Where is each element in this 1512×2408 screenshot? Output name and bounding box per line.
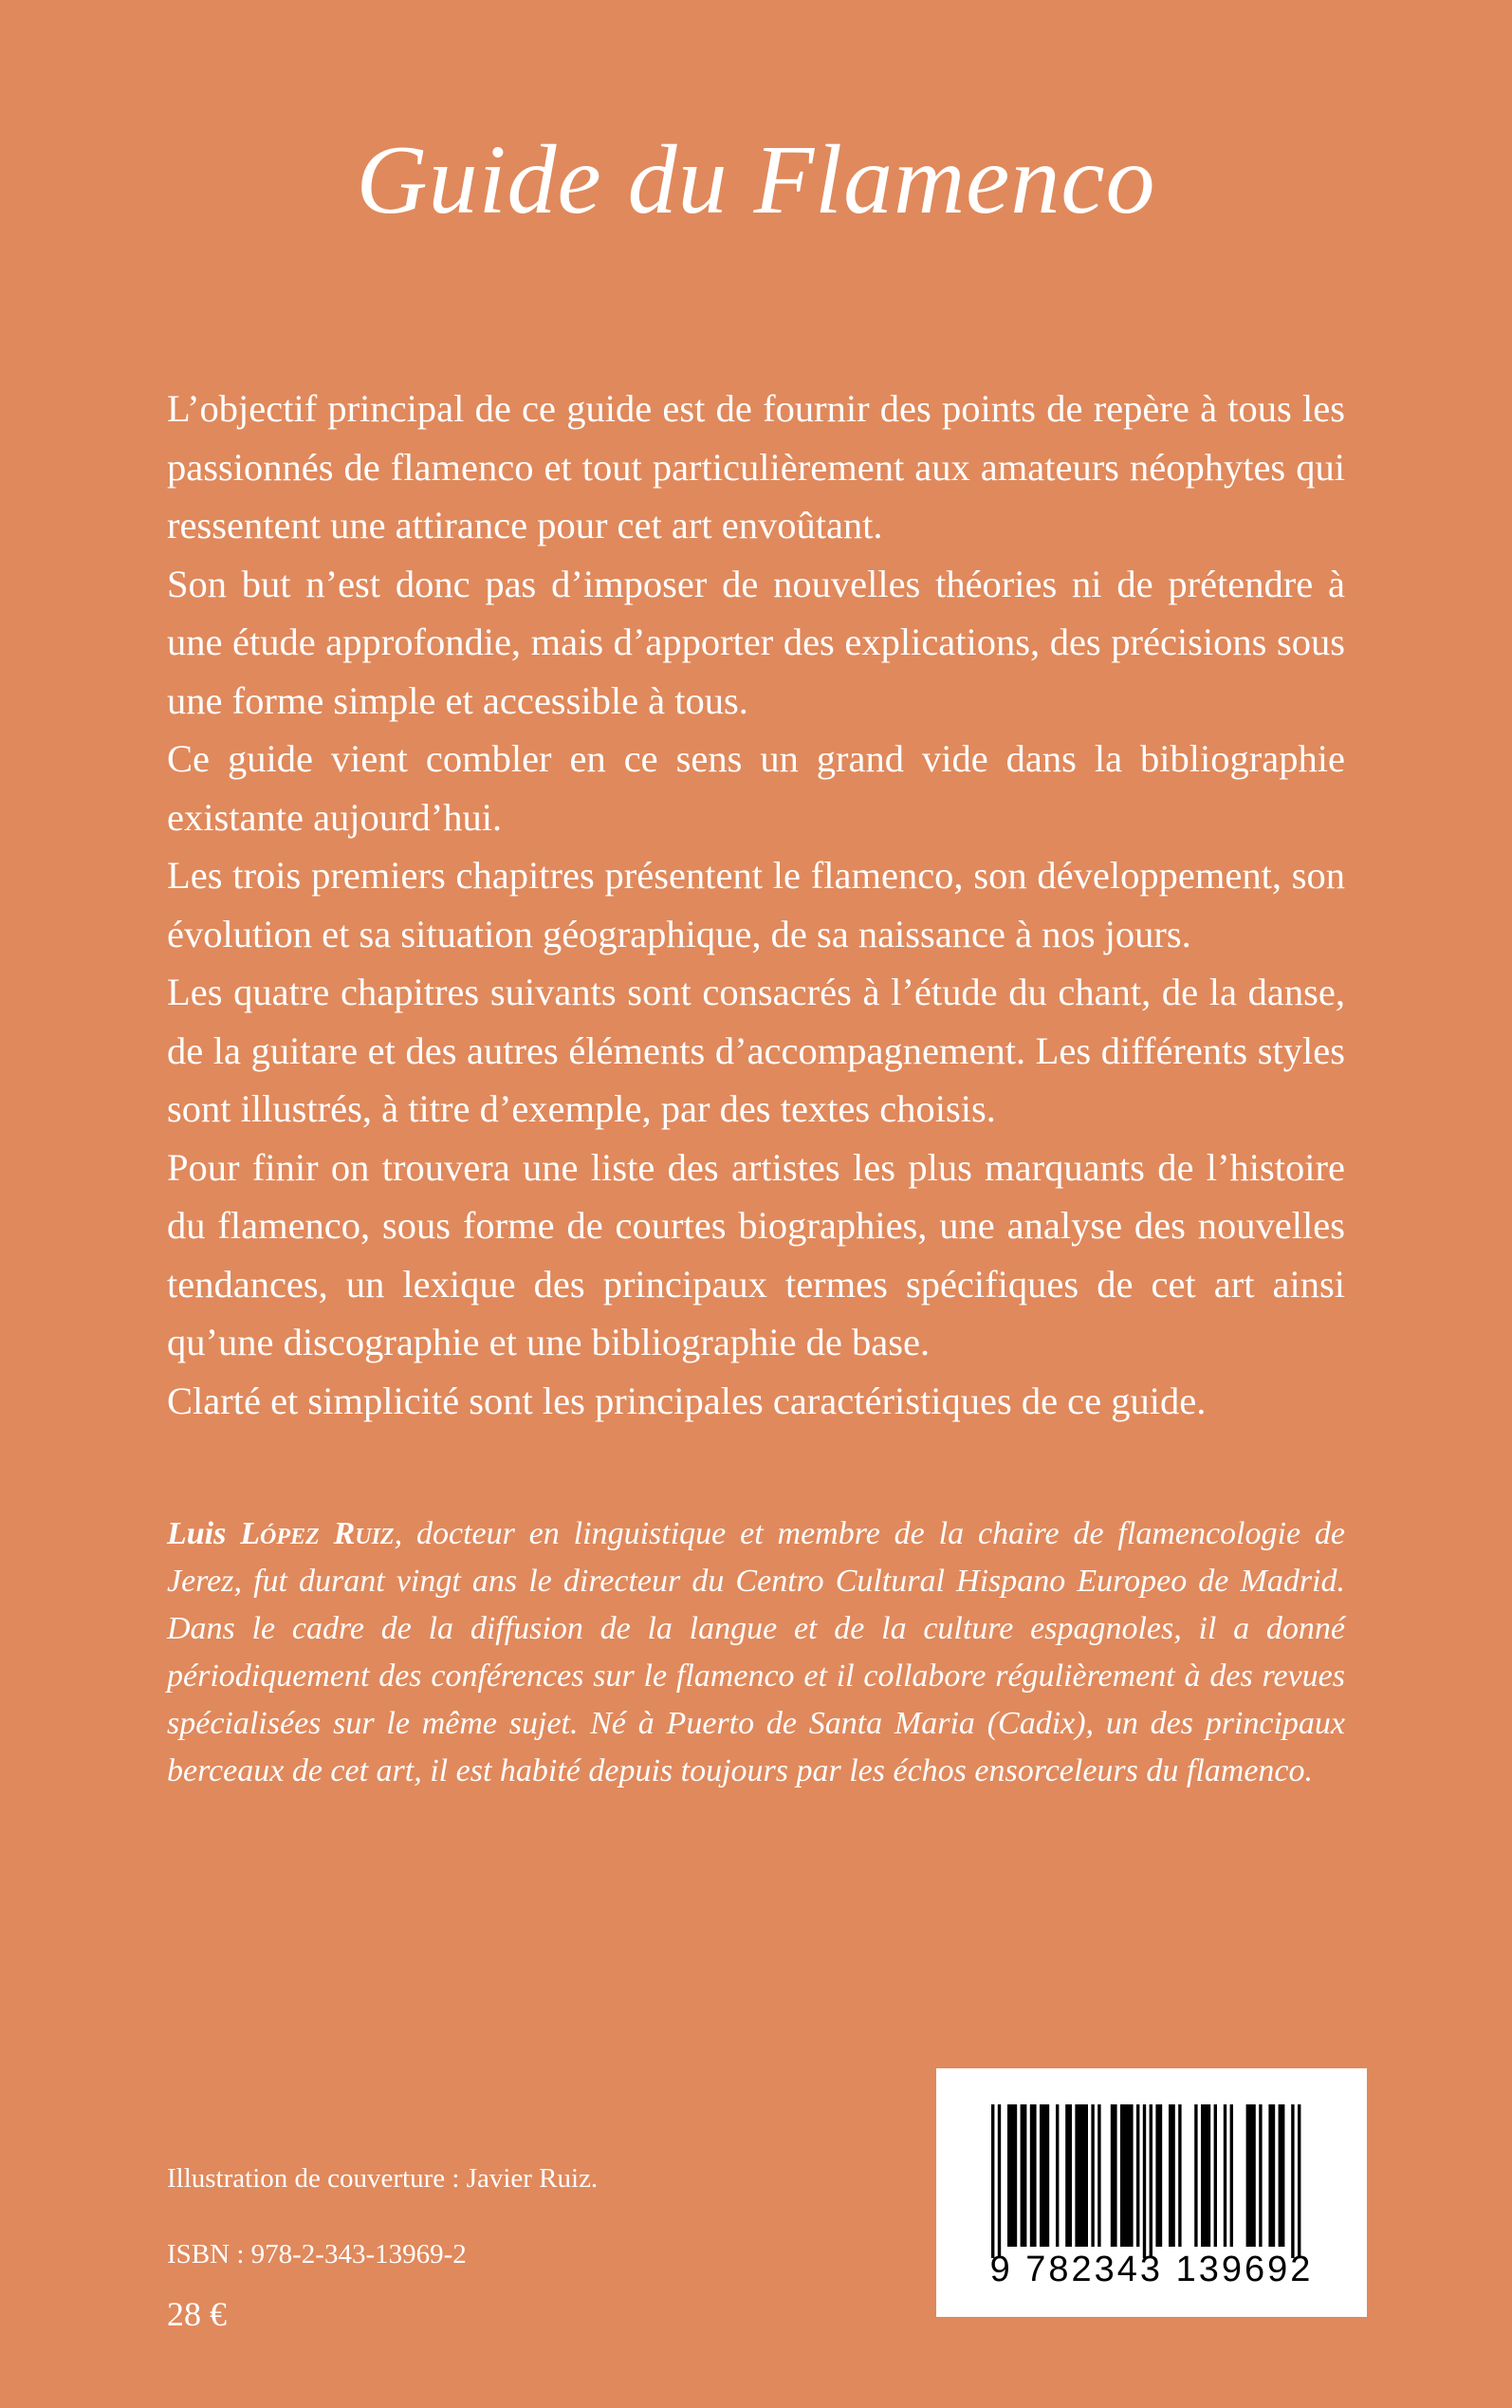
barcode-bar [1268,2104,1275,2247]
illustration-credit: Illustration de couverture : Javier Ruiz. [167,2163,599,2194]
barcode-bar [998,2104,1001,2258]
barcode-bar [1091,2104,1094,2247]
blurb-paragraph: Son but n’est donc pas d’imposer de nouvelles théories ni de prétendre à une étude approfondie, mais d’apporter des explications, des précisions sous une forme simple et accessible à tous. [167,562,1345,722]
barcode-bar [1056,2104,1059,2247]
barcode-bar [1143,2104,1146,2258]
author-first-name: Luis [167,1516,227,1551]
blurb-paragraph: L’objectif principal de ce guide est de fournir des points de repère à tous les passionnés de flamenco et tout particulièrement aux amateurs néophytes qui ressentent une attirance pour cet art envoûtant. [167,387,1345,546]
barcode-bar [1040,2104,1049,2247]
blurb-paragraph: Ce guide vient combler en ce sens un grand vide dans la bibliographie existante aujourd’hui. [167,737,1345,839]
barcode-bar [1279,2104,1285,2247]
blurb-paragraph: Les quatre chapitres suivants sont consacrés à l’étude du chant, de la danse, de la guitare et des autres éléments d’accompagnement. Les différents styles sont illustrés, à titre d’exemple, par des textes choisis. [167,971,1345,1130]
blurb-paragraph: Les trois premiers chapitres présentent le flamenco, son développement, son évolution et sa situation géographique, de sa naissance à nos jours. [167,854,1345,955]
barcode-bar [1291,2104,1294,2258]
barcode-bar [1194,2104,1197,2247]
barcode-bar [991,2104,994,2258]
price: 28 € [167,2295,227,2333]
author-bio [167,1510,1345,1795]
barcode-bar [1075,2104,1088,2247]
barcode-bar [1178,2104,1181,2247]
barcode-bar [1259,2104,1262,2247]
isbn: ISBN : 978-2-343-13969-2 [167,2239,467,2269]
barcode-bar [1230,2104,1233,2247]
barcode-bar [1111,2104,1117,2247]
barcode-bar [1224,2104,1226,2247]
barcode-bar [1155,2104,1162,2247]
barcode-bar [1169,2104,1175,2247]
barcode-bar [1021,2104,1027,2247]
author-last-name-2: Ruiz [333,1516,395,1551]
barcode-bar [1214,2104,1217,2247]
book-title: Guide du Flamenco [356,125,1156,234]
blurb-paragraph: Pour finir on trouvera une liste des artistes les plus marquants de l’histoire du flamenco, sous forme de courtes biographies, une analyse des nouvelles tendances, un lexique des principaux termes spécifiques de cet art ainsi qu’une discographie et une bibliographie de base. [167,1145,1345,1363]
barcode-digits: 9 782343 139692 [989,2250,1314,2289]
barcode-bar [1298,2104,1300,2258]
barcode-bar [1120,2104,1134,2247]
back-cover-blurb [167,380,1345,1430]
author-name [167,1516,395,1551]
barcode-bar [1201,2104,1210,2247]
barcode-bar [1030,2104,1037,2247]
barcode-bar [1007,2104,1017,2247]
barcode-bar [1065,2104,1072,2247]
barcode [936,2068,1367,2317]
author-bio-text: , docteur en linguistique et membre de la chaire de flamencologie de Jerez, fut durant vingt ans le directeur du Centro Cultural Hispano Europeo de Madrid. Dans le cadre de la diffusion de la langue et de la culture espagnoles, il a donné périodiquement des conférences sur le flamenco et il collabore régulièrement à des revues spécialisées sur le même sujet. Né à Puerto de Santa Maria (Cadix), un des principaux berceaux de cet art, il est habité depuis toujours par les échos ensorceleurs du flamenco. [167,1516,1346,1788]
barcode-bar [1150,2104,1152,2258]
author-last-name: López [240,1516,320,1551]
blurb-paragraph: Clarté et simplicité sont les principales caractéristiques de ce guide. [167,1379,1207,1422]
barcode-bar [1136,2104,1139,2247]
barcode-bar [1246,2104,1256,2247]
barcode-bar [1097,2104,1100,2247]
